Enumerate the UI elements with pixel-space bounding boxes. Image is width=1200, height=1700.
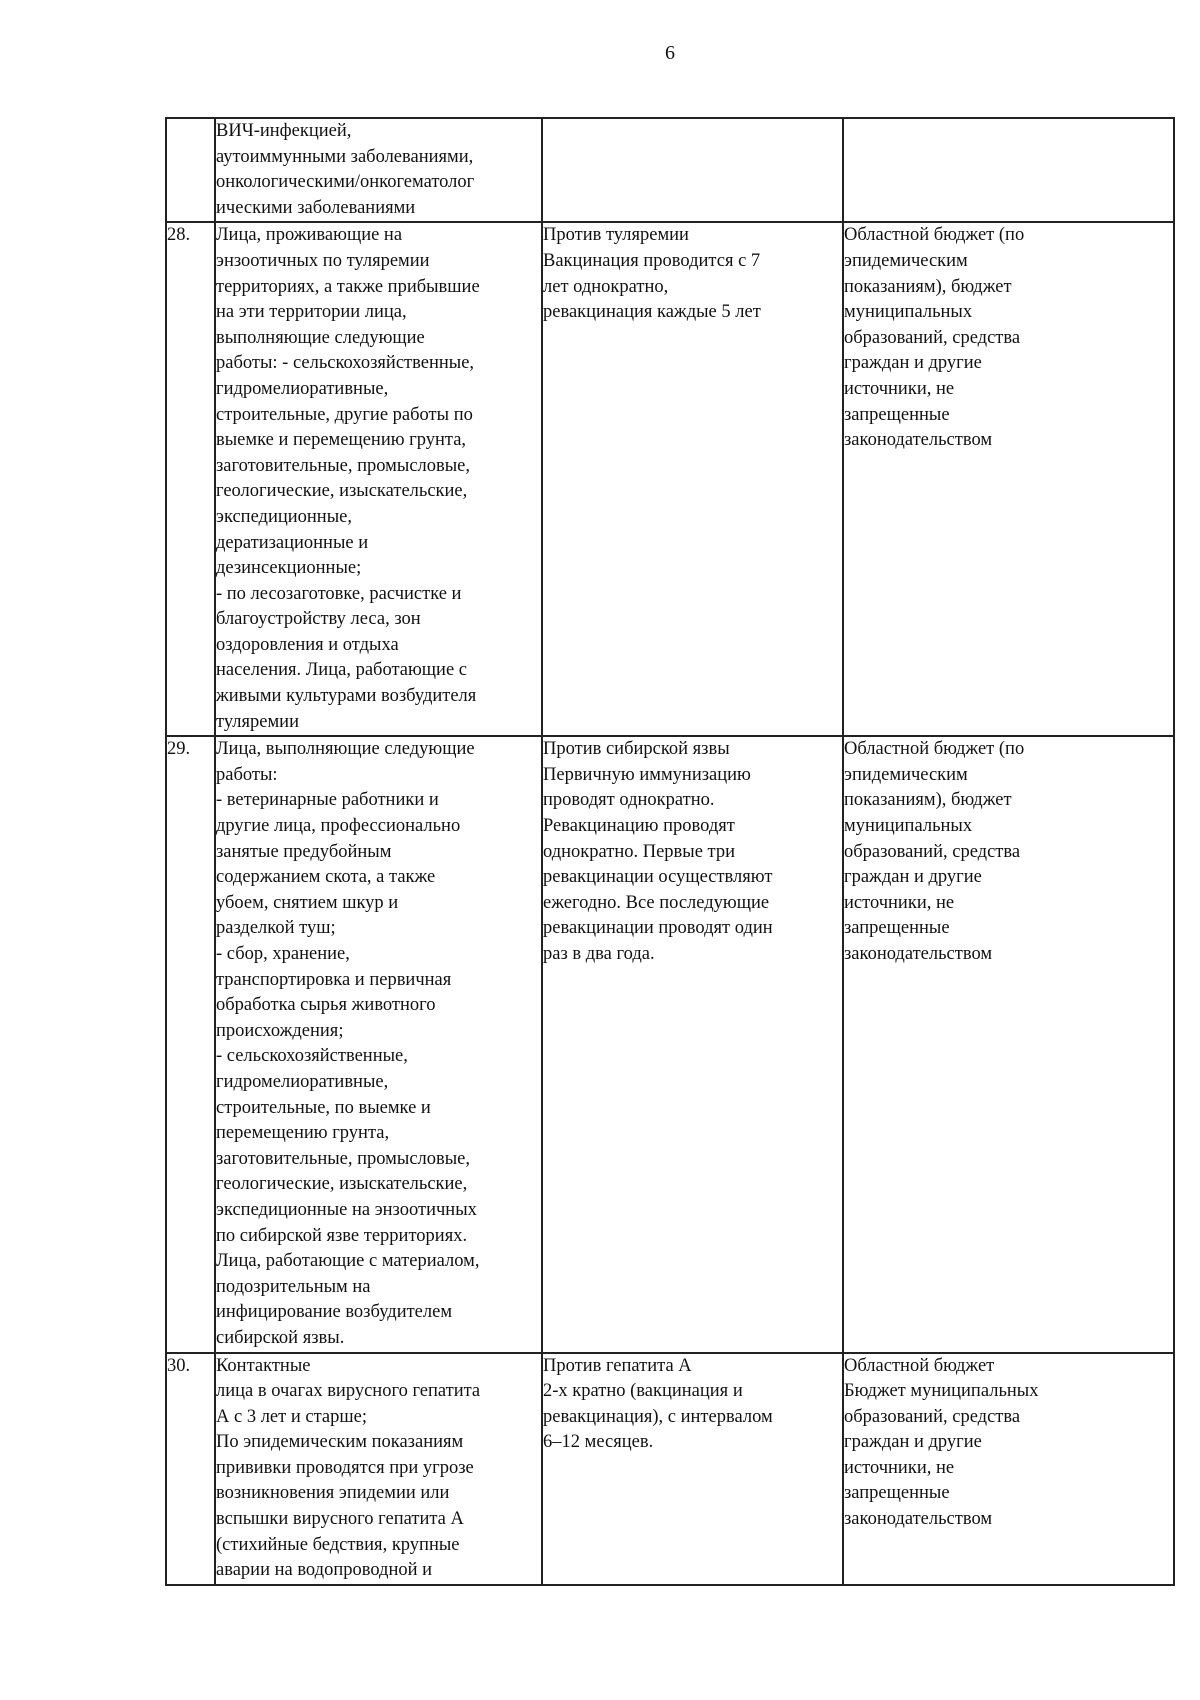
cell-line: работы: - сельскохозяйственные,: [216, 353, 475, 374]
cell-line: оздоровления и отдыха: [216, 634, 399, 655]
cell-line: Бюджет муниципальных: [844, 1381, 1039, 1402]
cell-line: ревакцинации проводят один: [543, 918, 773, 939]
cell-line: геологические, изыскательские,: [216, 481, 468, 502]
cell-line: туляремии: [216, 711, 299, 732]
cell-line: на эти территории лица,: [216, 302, 407, 323]
cell-line: образований, средства: [844, 1406, 1021, 1427]
cell-line: лица в очагах вирусного гепатита: [216, 1381, 481, 1402]
table-row: [166, 736, 1174, 1352]
cell-line: гидромелиоративные,: [216, 1071, 389, 1092]
cell-line: (стихийные бедствия, крупные: [216, 1534, 460, 1555]
vaccination-cell: [542, 736, 843, 1352]
cell-line: по сибирской язве территориях.: [216, 1225, 468, 1246]
cell-line: запрещенные: [844, 1483, 950, 1504]
cell-line: А с 3 лет и старше;: [216, 1406, 367, 1427]
cell-line: занятые предубойным: [216, 841, 392, 862]
vaccination-cell: [542, 222, 843, 736]
cell-line: разделкой туш;: [216, 918, 336, 939]
cell-line: живыми культурами возбудителя: [216, 686, 477, 707]
table-row: [166, 1353, 1174, 1585]
contingent-cell: [215, 222, 542, 736]
cell-line: происхождения;: [216, 1020, 344, 1041]
cell-line: Первичную иммунизацию: [543, 764, 751, 785]
cell-line: обработка сырья животного: [216, 995, 436, 1016]
cell-line: законодательством: [844, 1509, 993, 1530]
row-number-cell: [166, 1353, 215, 1585]
cell-line: 2-х кратно (вакцинация и: [543, 1381, 743, 1402]
cell-line: убоем, снятием шкур и: [216, 892, 399, 913]
cell-line: транспортировка и первичная: [216, 969, 452, 990]
cell-line: Контактные: [216, 1355, 311, 1376]
cell-line: Против гепатита А: [543, 1355, 692, 1376]
cell-line: Против сибирской язвы: [543, 739, 730, 760]
table-row: [166, 222, 1174, 736]
cell-line: По эпидемическим показаниям: [216, 1432, 464, 1453]
cell-line: инфицирование возбудителем: [216, 1302, 453, 1323]
funding-cell: [843, 118, 1174, 222]
cell-line: ическими заболеваниями: [216, 197, 416, 218]
cell-line: раз в два года.: [543, 944, 655, 964]
cell-line: вспышки вирусного гепатита А: [216, 1509, 464, 1530]
cell-line: законодательством: [844, 944, 993, 964]
cell-line: Лица, работающие с материалом,: [216, 1251, 480, 1272]
cell-line: лет однократно,: [543, 276, 669, 297]
cell-line: Лица, проживающие на: [216, 225, 403, 246]
cell-line: выполняющие следующие: [216, 327, 425, 348]
cell-line: гидромелиоративные,: [216, 378, 389, 399]
cell-line: муниципальных: [844, 302, 973, 323]
cell-line: граждан и другие: [844, 1432, 982, 1453]
row-number: 30.: [167, 1355, 191, 1376]
contingent-cell: [215, 118, 542, 222]
cell-line: аутоиммунными заболеваниями,: [216, 146, 474, 167]
contingent-cell: [215, 736, 542, 1352]
cell-line: образований, средства: [844, 841, 1021, 862]
cell-line: Областной бюджет: [844, 1355, 995, 1376]
funding-cell: [843, 1353, 1174, 1585]
cell-line: Против туляремии: [543, 225, 689, 246]
cell-line: - ветеринарные работники и: [216, 790, 439, 811]
cell-line: законодательством: [844, 430, 993, 451]
cell-line: Вакцинация проводится с 7: [543, 250, 761, 271]
cell-line: содержанием скота, а также: [216, 867, 436, 888]
cell-line: однократно. Первые три: [543, 841, 736, 862]
cell-line: Областной бюджет (по: [844, 225, 1025, 246]
cell-line: аварии на водопроводной и: [216, 1560, 433, 1581]
cell-line: - по лесозаготовке, расчистке и: [216, 583, 462, 604]
row-number: 28.: [167, 225, 191, 246]
cell-line: перемещению грунта,: [216, 1123, 390, 1144]
row-number: 29.: [167, 739, 191, 760]
cell-line: сибирской язвы.: [216, 1327, 345, 1348]
page-number: 6: [665, 42, 675, 64]
vaccination-table: [165, 117, 1175, 1586]
cell-line: населения. Лица, работающие с: [216, 660, 467, 681]
cell-line: - сбор, хранение,: [216, 944, 350, 964]
cell-line: Лица, выполняющие следующие: [216, 739, 475, 760]
cell-line: граждан и другие: [844, 353, 982, 374]
cell-line: прививки проводятся при угрозе: [216, 1457, 474, 1478]
cell-line: энзоотичных по туляремии: [216, 250, 430, 271]
cell-line: показаниям), бюджет: [844, 276, 1012, 297]
vaccination-cell: [542, 1353, 843, 1585]
cell-line: территориях, а также прибывшие: [216, 276, 480, 297]
cell-line: возникновения эпидемии или: [216, 1483, 450, 1504]
cell-line: запрещенные: [844, 404, 950, 425]
cell-line: ревакцинации осуществляют: [543, 867, 773, 888]
cell-line: Областной бюджет (по: [844, 739, 1025, 760]
funding-cell: [843, 736, 1174, 1352]
cell-line: экспедиционные,: [216, 506, 352, 527]
cell-line: ВИЧ-инфекцией,: [216, 121, 352, 141]
cell-line: строительные, по выемке и: [216, 1097, 431, 1118]
cell-line: дератизационные и: [216, 532, 369, 553]
cell-line: Ревакцинацию проводят: [543, 816, 735, 837]
cell-line: заготовительные, промысловые,: [216, 455, 471, 476]
cell-line: онкологическими/онкогематолог: [216, 172, 475, 193]
vaccination-cell: [542, 118, 843, 222]
cell-line: запрещенные: [844, 918, 950, 939]
cell-line: другие лица, профессионально: [216, 816, 461, 837]
cell-line: показаниям), бюджет: [844, 790, 1012, 811]
contingent-cell: [215, 1353, 542, 1585]
cell-line: ревакцинация), с интервалом: [543, 1406, 773, 1427]
cell-line: граждан и другие: [844, 867, 982, 888]
cell-line: работы:: [216, 764, 278, 785]
row-number-cell: [166, 118, 215, 222]
cell-line: строительные, другие работы по: [216, 404, 473, 425]
cell-line: ревакцинация каждые 5 лет: [543, 302, 761, 323]
cell-line: благоустройству леса, зон: [216, 609, 421, 630]
cell-line: дезинсекционные;: [216, 558, 362, 579]
cell-line: образований, средства: [844, 327, 1021, 348]
cell-line: выемке и перемещению грунта,: [216, 430, 467, 451]
cell-line: источники, не: [844, 892, 955, 913]
cell-line: заготовительные, промысловые,: [216, 1148, 471, 1169]
cell-line: 6–12 месяцев.: [543, 1432, 654, 1453]
table-body: [166, 118, 1174, 1585]
cell-line: эпидемическим: [844, 764, 968, 785]
funding-cell: [843, 222, 1174, 736]
cell-line: муниципальных: [844, 816, 973, 837]
cell-line: эпидемическим: [844, 250, 968, 271]
cell-line: подозрительным на: [216, 1276, 371, 1297]
cell-line: источники, не: [844, 1457, 955, 1478]
cell-line: источники, не: [844, 378, 955, 399]
table-row: [166, 118, 1174, 222]
row-number-cell: [166, 736, 215, 1352]
cell-line: ежегодно. Все последующие: [543, 892, 770, 913]
cell-line: экспедиционные на энзоотичных: [216, 1199, 477, 1220]
cell-line: геологические, изыскательские,: [216, 1174, 468, 1195]
cell-line: проводят однократно.: [543, 790, 715, 811]
row-number-cell: [166, 222, 215, 736]
cell-line: - сельскохозяйственные,: [216, 1046, 408, 1067]
